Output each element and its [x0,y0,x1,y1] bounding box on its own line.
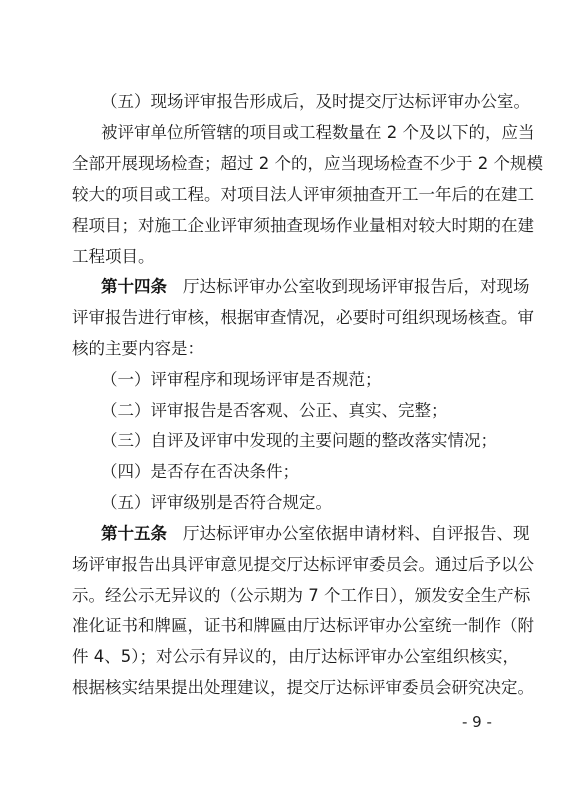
list-item: （五）评审级别是否符合规定。 [101,493,332,512]
text-line: （五）现场评审报告形成后，及时提交厅达标评审办公室。 [101,92,530,111]
text-line: 准化证书和牌匾，证书和牌匾由厅达标评审办公室统一制作（附 [72,616,534,635]
text-line: 较大的项目或工程。对项目法人评审须抽查开工一年后的在建工 [72,185,534,204]
text-line: 评审报告进行审核，根据审查情况，必要时可组织现场核查。审 [72,308,534,327]
list-item: （三）自评及评审中发现的主要问题的整改落实情况； [101,431,497,450]
text-line: 工程项目。 [72,247,155,266]
page-number: - 9 - [462,713,492,731]
list-item: （四）是否存在否决条件； [101,462,299,481]
text-line: 根据核实结果提出处理建议，提交厅达标评审委员会研究决定。 [72,678,534,697]
article-15-line [101,523,530,545]
article-14-line [101,276,530,298]
text-line: 场评审报告出具评审意见提交厅达标评审委员会。通过后予以公 [72,555,534,574]
text-line: 厅达标评审办公室依据申请材料、自评报告、现 [183,524,530,543]
article-14-label: 第十四条 [101,277,167,296]
text-line: 件 4、5）；对公示有异议的，由厅达标评审办公室组织核实， [72,647,519,666]
text-line: 示。经公示无异议的（公示期为 7 个工作日），颁发安全生产标 [72,586,531,605]
text-line: 厅达标评审办公室收到现场评审报告后，对现场 [183,277,530,296]
text-line: 核的主要内容是： [72,339,204,358]
text-line: 被评审单位所管辖的项目或工程数量在 2 个及以下的，应当 [101,123,535,142]
text-line: 程项目；对施工企业评审须抽查现场作业量相对较大时期的在建 [72,216,534,235]
list-item: （二）评审报告是否客观、公正、真实、完整； [101,401,448,420]
text-line: 全部开展现场检查；超过 2 个的，应当现场检查不少于 2 个规模 [72,154,543,173]
list-item: （一）评审程序和现场评审是否规范； [101,370,382,389]
article-15-label: 第十五条 [101,524,167,543]
